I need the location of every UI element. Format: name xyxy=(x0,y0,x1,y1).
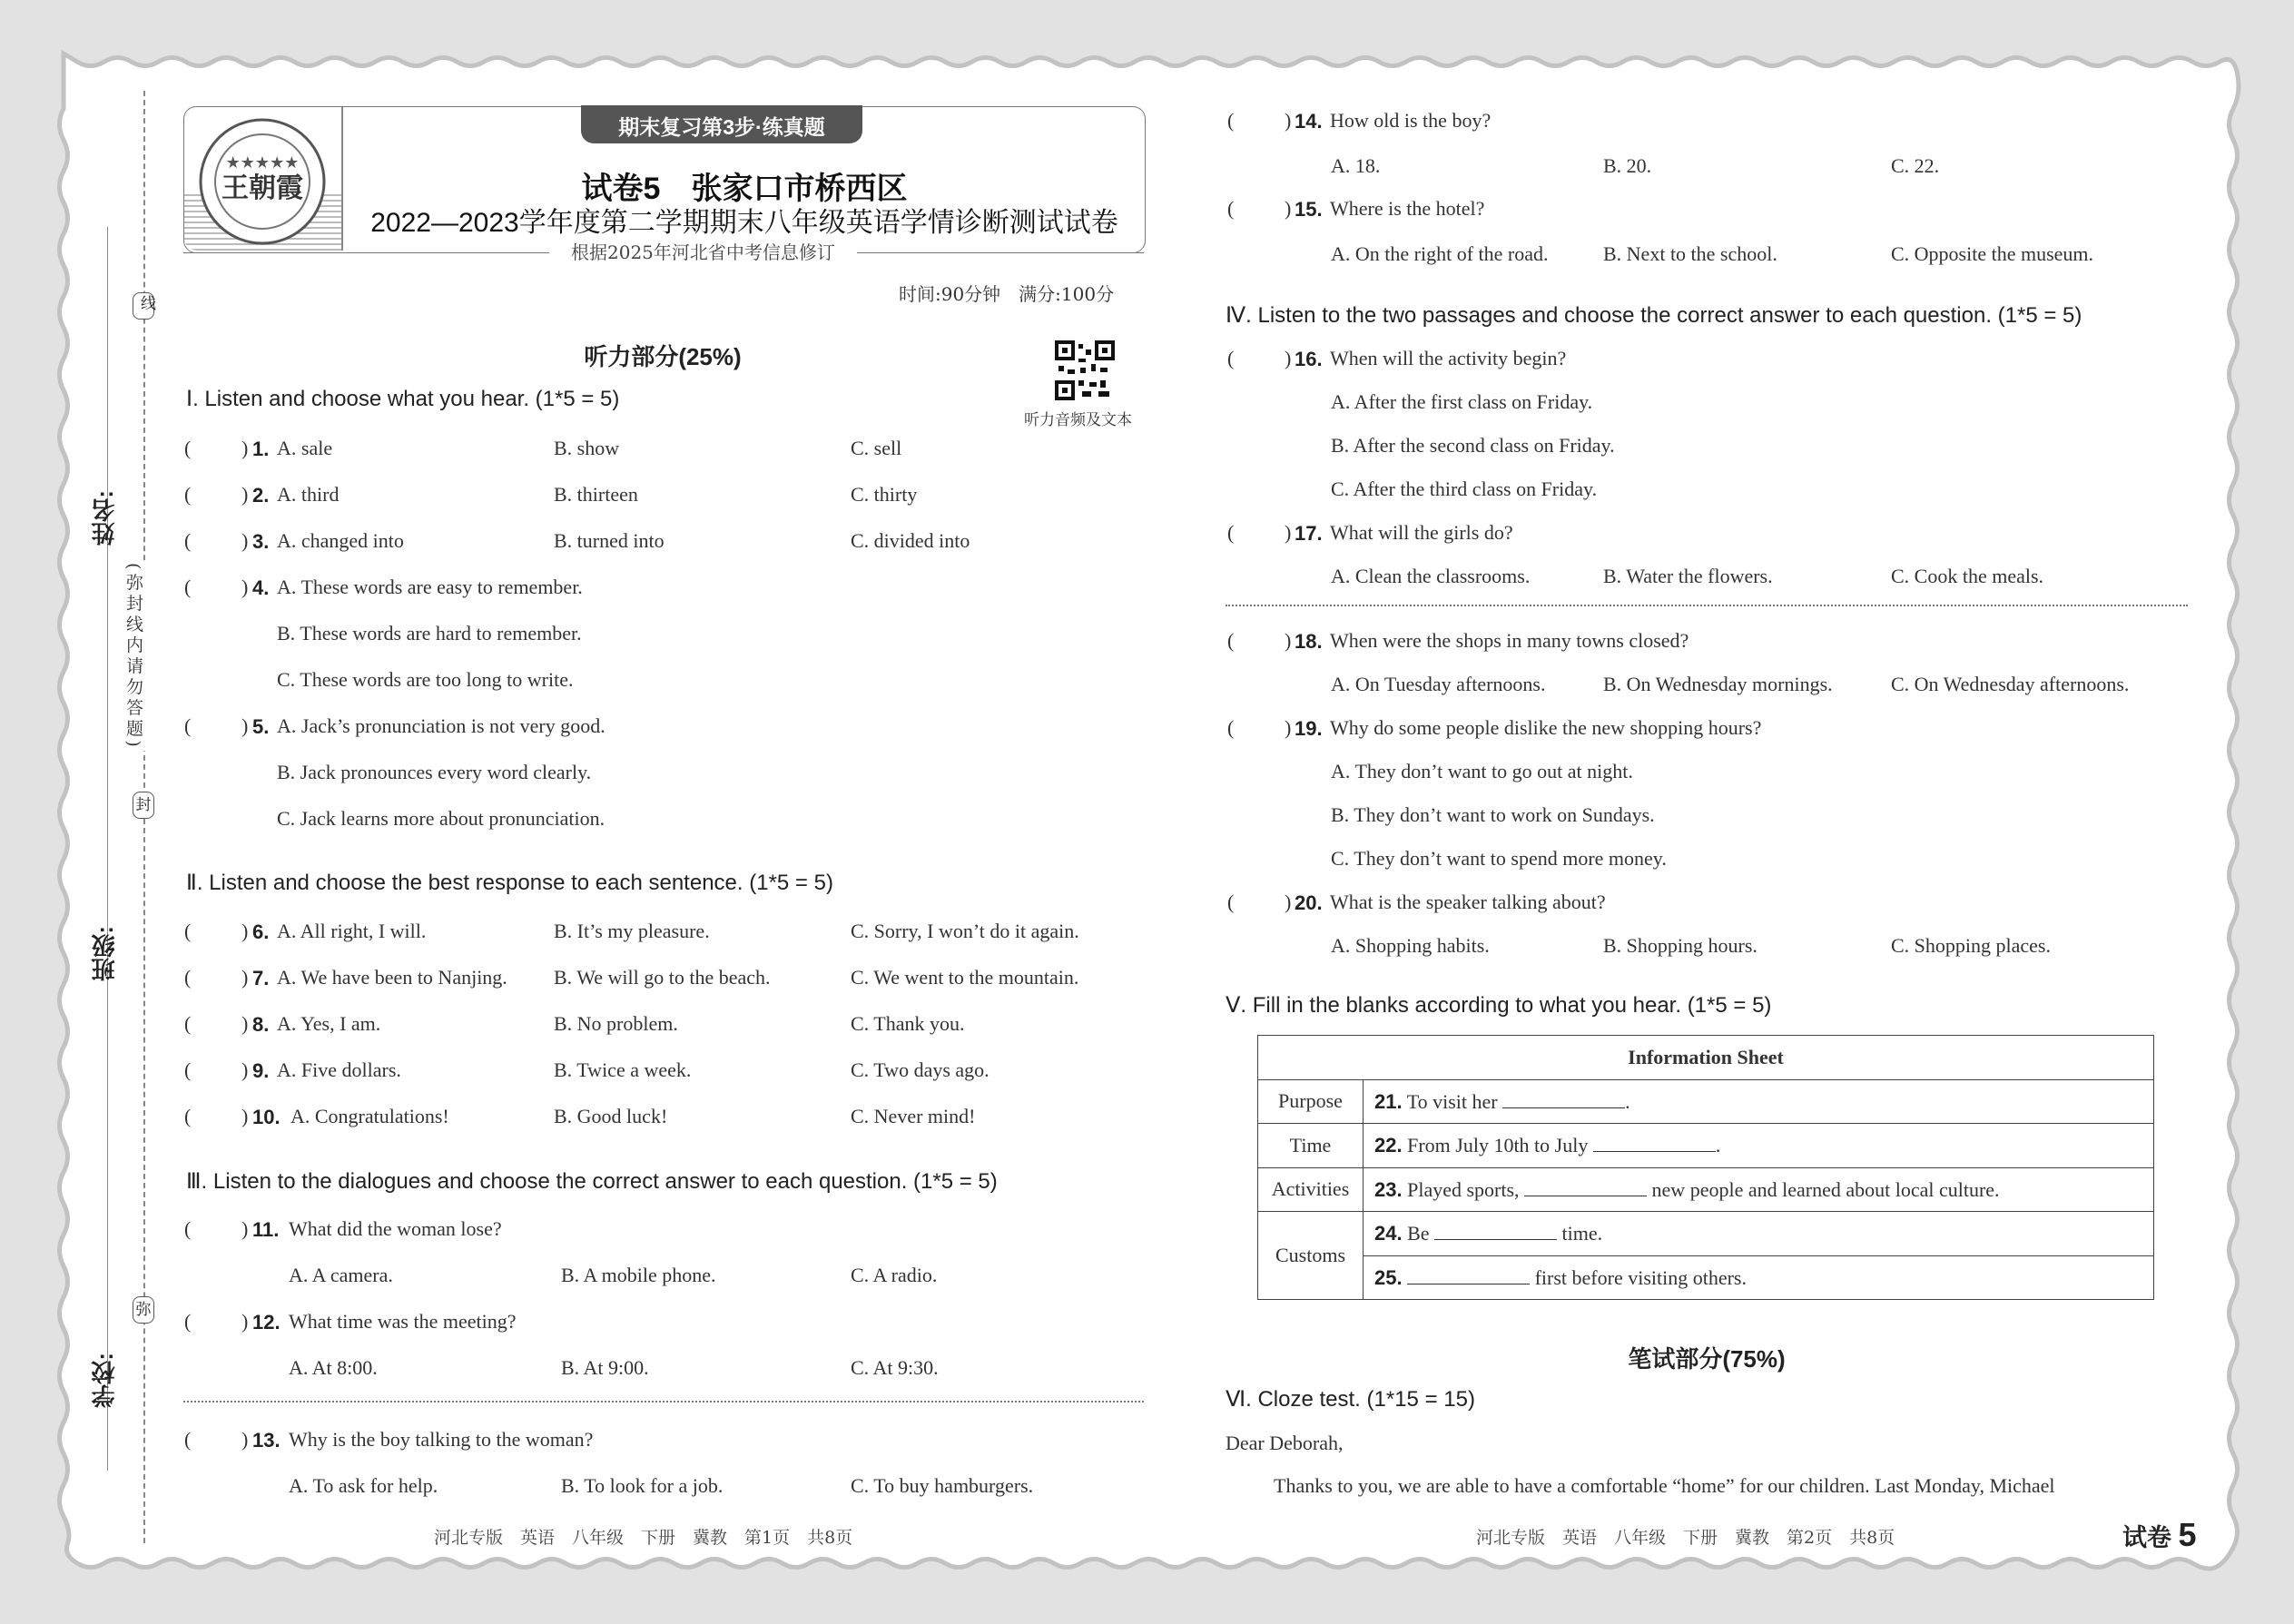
question-number-6: 6. xyxy=(252,920,270,943)
row-21: 21. To visit her . xyxy=(1364,1079,2154,1124)
section-2-title: Ⅱ. Listen and choose the best response to each sentence. (1*5 = 5) xyxy=(186,871,833,895)
option-a: A. third xyxy=(277,483,340,506)
answer-bracket-close-8: ) xyxy=(241,1012,249,1035)
answer-bracket-close-19: ) xyxy=(1285,716,1292,739)
customs-label: Customs xyxy=(1258,1212,1364,1300)
option-a: A. After the first class on Friday. xyxy=(1331,390,1593,413)
answer-bracket-close-9: ) xyxy=(241,1058,249,1081)
question-stem: What will the girls do? xyxy=(1330,521,1513,544)
question-number-14: 14. xyxy=(1295,110,1323,133)
qr-caption: 听力音频及文本 xyxy=(1024,411,1132,429)
option-c: C. These words are too long to write. xyxy=(277,668,574,691)
option-a: A. They don’t want to go out at night. xyxy=(1331,760,1633,782)
question-number-5: 5. xyxy=(252,715,270,738)
table-title: Information Sheet xyxy=(1258,1036,2154,1080)
option-b: B. A mobile phone. xyxy=(561,1264,716,1286)
question-number-20: 20. xyxy=(1295,891,1323,914)
option-a: A. On the right of the road. xyxy=(1331,242,1549,265)
option-a: A. 18. xyxy=(1331,154,1381,177)
option-c: C. 22. xyxy=(1891,154,1940,177)
question-number-9: 9. xyxy=(252,1059,270,1082)
answer-bracket-5[interactable]: ( xyxy=(184,714,192,737)
question-number-3: 3. xyxy=(252,530,270,553)
option-c: C. Jack learns more about pronunciation. xyxy=(277,807,605,830)
question-stem: Why is the boy talking to the woman? xyxy=(289,1428,594,1451)
option-c: C. Cook the meals. xyxy=(1891,565,2044,587)
svg-text:★★★★★: ★★★★★ xyxy=(225,153,300,172)
option-c: C. Never mind! xyxy=(851,1105,976,1127)
option-b: B. On Wednesday mornings. xyxy=(1603,673,1833,695)
answer-bracket-1[interactable]: ( xyxy=(184,437,192,459)
answer-bracket-7[interactable]: ( xyxy=(184,966,192,989)
section-1-title: Ⅰ. Listen and choose what you hear. (1*5 = 5) xyxy=(186,387,620,411)
answer-bracket-close-12: ) xyxy=(241,1310,249,1333)
logo-seal-icon xyxy=(194,113,330,250)
option-a: A. Clean the classrooms. xyxy=(1331,565,1531,587)
paper-tag: 试卷 5 xyxy=(2122,1516,2197,1553)
answer-bracket-16[interactable]: ( xyxy=(1227,347,1235,369)
option-a: A. Shopping habits. xyxy=(1331,934,1490,957)
question-number-12: 12. xyxy=(252,1311,281,1334)
option-c: C. Shopping places. xyxy=(1891,934,2051,957)
purpose-label: Purpose xyxy=(1258,1079,1364,1124)
listening-title: 听力部分(25%) xyxy=(584,343,742,370)
school-label: 学校: xyxy=(91,1353,118,1408)
question-number-11: 11. xyxy=(252,1218,280,1241)
answer-bracket-8[interactable]: ( xyxy=(184,1012,192,1035)
option-c: C. divided into xyxy=(851,529,970,552)
question-stem: How old is the boy? xyxy=(1330,109,1492,132)
option-a: A. To ask for help. xyxy=(289,1474,438,1497)
question-stem: When will the activity begin? xyxy=(1330,347,1567,369)
question-number-19: 19. xyxy=(1295,717,1323,740)
option-b: B. show xyxy=(554,437,620,459)
section-6-title: Ⅵ. Cloze test. (1*15 = 15) xyxy=(1226,1387,1475,1412)
answer-bracket-2[interactable]: ( xyxy=(184,483,192,506)
activities-label: Activities xyxy=(1258,1167,1364,1212)
blank-25[interactable] xyxy=(1407,1265,1530,1284)
revision-note: 根据2025年河北省中考信息修订 xyxy=(549,238,857,264)
right-dotted-rule xyxy=(1226,605,2188,606)
answer-bracket-close-17: ) xyxy=(1285,521,1292,544)
section-3-title: Ⅲ. Listen to the dialogues and choose the correct answer to each question. (1*5 = 5) xyxy=(186,1169,998,1194)
option-c: C. Opposite the museum. xyxy=(1891,242,2094,265)
header-divider xyxy=(341,107,343,251)
option-c: C. At 9:30. xyxy=(851,1356,939,1379)
answer-bracket-15[interactable]: ( xyxy=(1227,197,1235,220)
option-c: C. Sorry, I won’t do it again. xyxy=(851,920,1079,942)
option-b: B. After the second class on Friday. xyxy=(1331,434,1615,457)
option-c: C. To buy hamburgers. xyxy=(851,1474,1034,1497)
option-a: A. changed into xyxy=(277,529,404,552)
name-label: 姓名: xyxy=(91,490,118,546)
answer-bracket-close-7: ) xyxy=(241,966,249,989)
option-a: A. At 8:00. xyxy=(289,1356,378,1379)
option-b: B. Next to the school. xyxy=(1603,242,1777,265)
answer-bracket-close-4: ) xyxy=(241,576,249,598)
option-b: B. No problem. xyxy=(554,1012,678,1035)
question-number-8: 8. xyxy=(252,1013,270,1036)
row-22: 22. From July 10th to July . xyxy=(1364,1124,2154,1168)
answer-bracket-close-13: ) xyxy=(241,1428,249,1451)
answer-bracket-12[interactable]: ( xyxy=(184,1310,192,1333)
answer-bracket-close-6: ) xyxy=(241,920,249,942)
answer-bracket-close-2: ) xyxy=(241,483,249,506)
option-b: B. They don’t want to work on Sundays. xyxy=(1331,803,1655,826)
answer-bracket-17[interactable]: ( xyxy=(1227,521,1235,544)
option-b: B. These words are hard to remember. xyxy=(277,622,582,645)
option-a: A. Five dollars. xyxy=(277,1058,401,1081)
time-label: Time xyxy=(1258,1124,1364,1168)
option-a: A. sale xyxy=(277,437,333,459)
answer-bracket-close-3: ) xyxy=(241,529,249,552)
option-c: C. On Wednesday afternoons. xyxy=(1891,673,2130,695)
question-number-13: 13. xyxy=(252,1429,281,1452)
question-number-7: 7. xyxy=(252,967,270,989)
answer-bracket-6[interactable]: ( xyxy=(184,920,192,942)
seal-char-1: 线 xyxy=(133,292,154,320)
exam-subtitle: 2022—2023学年度第二学期期末八年级英语学情诊断测试试卷 xyxy=(370,208,1118,238)
row-23: 23. Played sports, new people and learned about local culture. xyxy=(1364,1167,2154,1212)
answer-bracket-18[interactable]: ( xyxy=(1227,629,1235,652)
option-a: A. A camera. xyxy=(289,1264,393,1286)
option-b: B. To look for a job. xyxy=(561,1474,724,1497)
option-b: B. Jack pronounces every word clearly. xyxy=(277,761,592,783)
answer-bracket-11[interactable]: ( xyxy=(184,1217,192,1240)
question-number-15: 15. xyxy=(1295,198,1323,221)
option-c: C. We went to the mountain. xyxy=(851,966,1079,989)
answer-bracket-close-15: ) xyxy=(1285,197,1292,220)
option-a: A. All right, I will. xyxy=(277,920,427,942)
option-b: B. Shopping hours. xyxy=(1603,934,1757,957)
option-c: C. Two days ago. xyxy=(851,1058,989,1081)
option-a: A. Yes, I am. xyxy=(277,1012,381,1035)
section-4-title: Ⅳ. Listen to the two passages and choose the correct answer to each question. (1*5 = 5) xyxy=(1226,303,2082,328)
footer-right: 河北专版 英语 八年级 下册 冀教 第2页 共8页 xyxy=(1476,1528,1895,1548)
exam-title: 试卷5 张家口市桥西区 xyxy=(581,172,908,206)
letter-line-1: Thanks to you, we are able to have a comfortable “home” for our children. Last Monday, Michael xyxy=(1274,1474,2055,1497)
option-c: C. A radio. xyxy=(851,1264,938,1286)
seal-char-2: 封 xyxy=(133,792,154,819)
option-b: B. Good luck! xyxy=(554,1105,668,1127)
option-b: B. thirteen xyxy=(554,483,638,506)
row-24: 24. Be time. xyxy=(1364,1212,2154,1256)
answer-bracket-19[interactable]: ( xyxy=(1227,716,1235,739)
blank-21[interactable] xyxy=(1502,1089,1625,1108)
answer-bracket-13[interactable]: ( xyxy=(184,1428,192,1451)
question-stem: Where is the hotel? xyxy=(1330,197,1485,220)
question-number-18: 18. xyxy=(1295,630,1323,653)
question-stem: When were the shops in many towns closed? xyxy=(1330,629,1689,652)
answer-bracket-close-16: ) xyxy=(1285,347,1292,369)
question-number-2: 2. xyxy=(252,484,270,507)
option-a: A. Congratulations! xyxy=(290,1105,449,1127)
writing-title: 笔试部分(75%) xyxy=(1628,1345,1786,1373)
option-a: A. These words are easy to remember. xyxy=(277,576,583,598)
option-a: A. We have been to Nanjing. xyxy=(277,966,507,989)
option-c: C. They don’t want to spend more money. xyxy=(1331,847,1667,870)
left-dotted-rule xyxy=(183,1401,1144,1403)
answer-bracket-close-10: ) xyxy=(241,1105,249,1127)
question-number-1: 1. xyxy=(252,438,270,460)
option-a: A. On Tuesday afternoons. xyxy=(1331,673,1546,695)
option-a: A. Jack’s pronunciation is not very good. xyxy=(277,714,605,737)
answer-bracket-close-14: ) xyxy=(1285,109,1292,132)
option-b: B. It’s my pleasure. xyxy=(554,920,710,942)
answer-bracket-4[interactable]: ( xyxy=(184,576,192,598)
answer-bracket-close-5: ) xyxy=(241,714,249,737)
option-c: C. thirty xyxy=(851,483,918,506)
section-5-title: Ⅴ. Fill in the blanks according to what you hear. (1*5 = 5) xyxy=(1226,993,1772,1018)
answer-bracket-close-11: ) xyxy=(241,1217,249,1240)
answer-bracket-close-18: ) xyxy=(1285,629,1292,652)
answer-bracket-close-1: ) xyxy=(241,437,249,459)
option-b: B. turned into xyxy=(554,529,665,552)
letter-greeting: Dear Deborah, xyxy=(1226,1432,1344,1454)
question-number-4: 4. xyxy=(252,576,270,599)
blank-22[interactable] xyxy=(1593,1133,1716,1152)
blank-24[interactable] xyxy=(1434,1221,1557,1240)
seal-notice: (弥封线内请勿答题) xyxy=(122,563,146,751)
option-c: C. After the third class on Friday. xyxy=(1331,477,1598,500)
option-b: B. Water the flowers. xyxy=(1603,565,1773,587)
answer-bracket-3[interactable]: ( xyxy=(184,529,192,552)
seal-char-3: 弥 xyxy=(133,1296,154,1324)
time-score: 时间:90分钟 满分:100分 xyxy=(899,283,1115,305)
question-number-16: 16. xyxy=(1295,348,1323,370)
footer-left: 河北专版 英语 八年级 下册 冀教 第1页 共8页 xyxy=(434,1528,853,1548)
name-line xyxy=(107,327,108,481)
row-25: 25. first before visiting others. xyxy=(1364,1255,2154,1300)
answer-bracket-close-20: ) xyxy=(1285,891,1292,913)
option-b: B. At 9:00. xyxy=(561,1356,649,1379)
question-stem: What time was the meeting? xyxy=(289,1310,517,1333)
question-stem: What is the speaker talking about? xyxy=(1330,891,1606,913)
option-b: B. Twice a week. xyxy=(554,1058,692,1081)
question-number-10: 10. xyxy=(252,1106,281,1128)
blank-23[interactable] xyxy=(1524,1177,1647,1196)
information-sheet-table xyxy=(1257,1035,2154,1300)
question-stem: Why do some people dislike the new shopping hours? xyxy=(1330,716,1762,739)
option-c: C. sell xyxy=(851,437,902,459)
answer-bracket-20[interactable]: ( xyxy=(1227,891,1235,913)
option-b: B. We will go to the beach. xyxy=(554,966,771,989)
question-number-17: 17. xyxy=(1295,522,1323,545)
question-stem: What did the woman lose? xyxy=(289,1217,502,1240)
answer-bracket-9[interactable]: ( xyxy=(184,1058,192,1081)
answer-bracket-10[interactable]: ( xyxy=(184,1105,192,1127)
answer-bracket-14[interactable]: ( xyxy=(1227,109,1235,132)
banner-text: 期末复习第3步·练真题 xyxy=(618,115,825,139)
option-b: B. 20. xyxy=(1603,154,1652,177)
qr-code-icon[interactable] xyxy=(1055,340,1115,400)
option-c: C. Thank you. xyxy=(851,1012,965,1035)
class-label: 班级: xyxy=(91,926,118,981)
svg-text:王朝霞: 王朝霞 xyxy=(222,172,303,204)
